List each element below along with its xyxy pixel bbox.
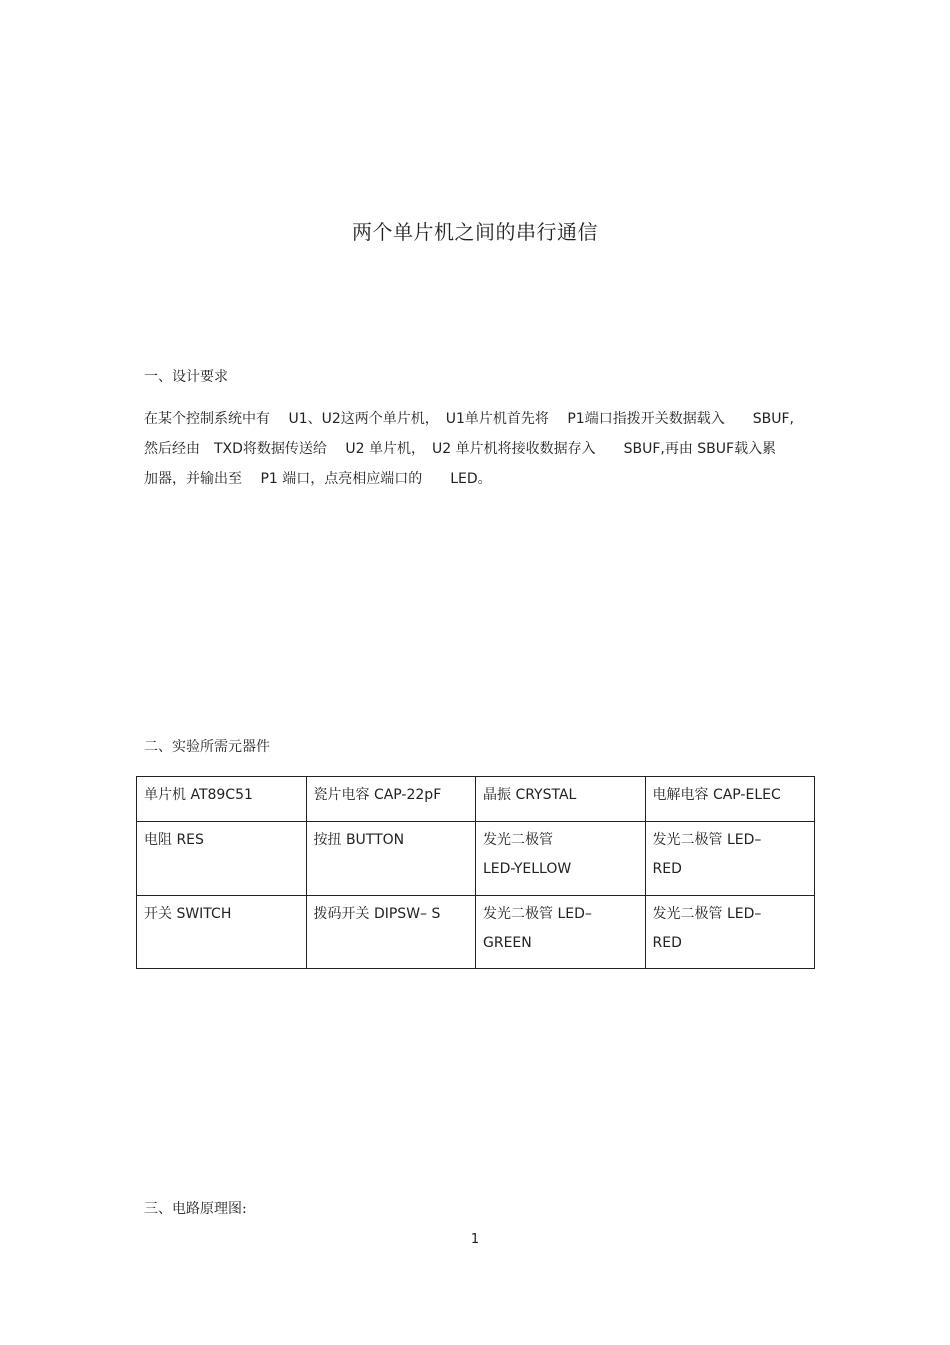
- table-cell: [137, 896, 307, 969]
- paragraph-line: 在某个控制系统中有 U1、U2这两个单片机， U1单片机首先将 P1端口指拨开关数据载入 SBUF,: [144, 411, 794, 427]
- cell-text: 按扭 BUTTON: [313, 832, 405, 848]
- table-cell: [645, 896, 815, 969]
- table-cell: [476, 777, 646, 822]
- table-cell: [137, 822, 307, 896]
- cell-text: 电阻 RES: [144, 832, 204, 848]
- table-cell: [645, 777, 815, 822]
- table-row: [137, 777, 815, 822]
- table-cell: [476, 896, 646, 969]
- cell-text: GREEN: [483, 935, 532, 951]
- section-heading-design-requirements: 一、设计要求: [144, 369, 228, 385]
- components-table: [136, 776, 815, 969]
- table-cell: [137, 777, 307, 822]
- cell-text: 开关 SWITCH: [144, 906, 232, 922]
- table-cell: [306, 822, 476, 896]
- table-cell: [306, 777, 476, 822]
- cell-text: 发光二极管 LED–: [652, 832, 762, 848]
- cell-text: LED-YELLOW: [483, 861, 572, 877]
- table-row: [137, 896, 815, 969]
- table-cell: [476, 822, 646, 896]
- table-cell: [645, 822, 815, 896]
- cell-text: 拨码开关 DIPSW– S: [313, 906, 441, 922]
- paragraph-line: 加器，并输出至 P1 端口，点亮相应端口的 LED。: [144, 471, 492, 487]
- page-title: 两个单片机之间的串行通信: [352, 220, 598, 244]
- cell-text: 单片机 AT89C51: [144, 787, 253, 803]
- section-heading-components: 二、实验所需元器件: [144, 739, 270, 755]
- cell-text: 瓷片电容 CAP-22pF: [313, 787, 442, 803]
- cell-text: 发光二极管: [483, 832, 553, 848]
- cell-text: RED: [652, 861, 682, 877]
- page-number: 1: [470, 1232, 480, 1247]
- cell-text: 发光二极管 LED–: [483, 906, 592, 922]
- table-row: [137, 822, 815, 896]
- cell-text: 晶振 CRYSTAL: [483, 787, 577, 803]
- design-requirements-paragraph: [144, 404, 809, 494]
- table-cell: [306, 896, 476, 969]
- paragraph-line: 然后经由 TXD将数据传送给 U2 单片机， U2 单片机将接收数据存入 SBUF,再由 SBUF载入累: [144, 441, 777, 457]
- cell-text: 发光二极管 LED–: [652, 906, 762, 922]
- section-heading-circuit-diagram: 三、电路原理图:: [144, 1201, 247, 1217]
- cell-text: RED: [652, 935, 682, 951]
- cell-text: 电解电容 CAP-ELEC: [652, 787, 781, 803]
